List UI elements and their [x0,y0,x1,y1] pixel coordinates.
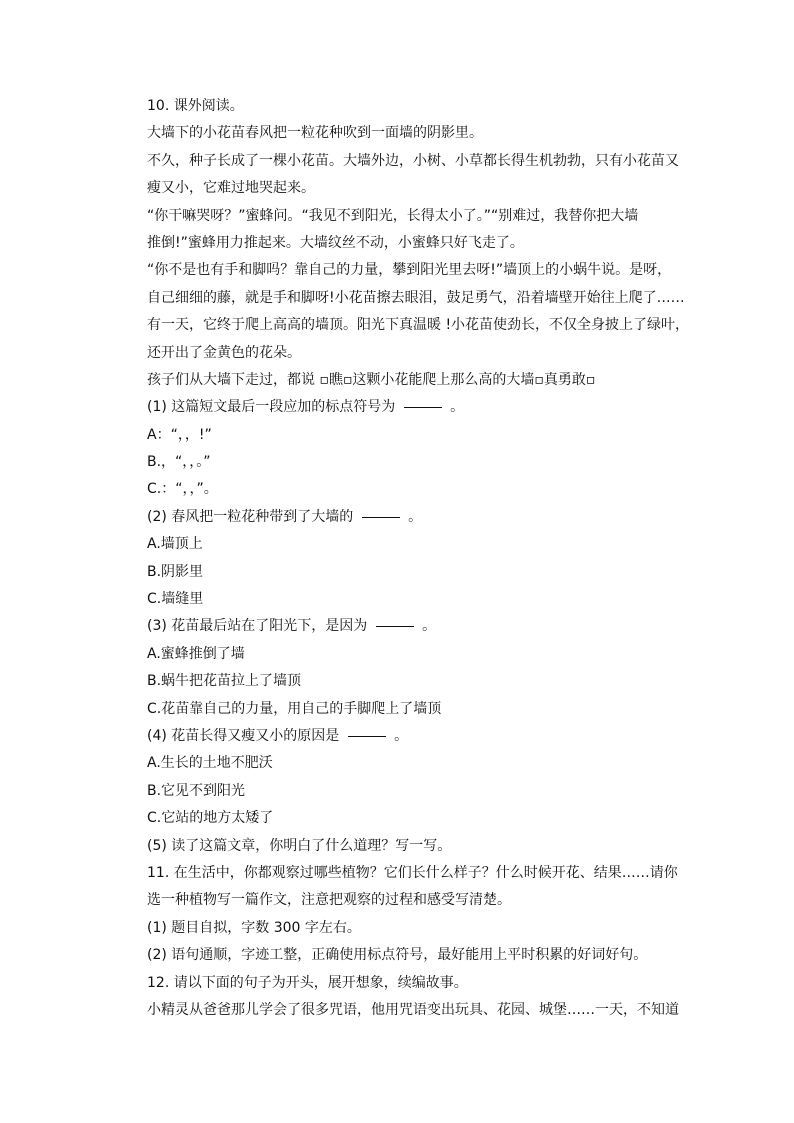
option-line: C.：“，，”。 [147,481,218,498]
story-paragraph: “你不是也有手和脚吗？靠自己的力量，攀到阳光里去呀!”墙顶上的小蜗牛说。是呀， [147,262,672,279]
q10-sub1-prompt: (1) 这篇短文最后一段应加的标点符号为 。 [147,399,465,416]
document-body [147,93,690,1024]
story-paragraph: 不久，种子长成了一棵小花苗。大墙外边，小树、小草都长得生机勃勃，只有小花苗又 [147,152,679,169]
answer-blank [362,516,400,518]
story-paragraph: 推倒!”蜜蜂用力推起来。大墙纹丝不动，小蜜蜂只好飞走了。 [147,234,524,251]
answer-blank [376,625,414,627]
story-paragraph: 瘦又小，它难过地哭起来。 [147,180,315,197]
q10-sub2-prompt: (2) 春风把一粒花种带到了大墙的 。 [147,508,423,525]
story-paragraph: 孩子们从大墙下走过，都说 ▫瞧▫这颗小花能爬上那么高的大墙▫真勇敢▫ [147,371,596,388]
option-line: C.花苗靠自己的力量，用自己的手脚爬上了墙顶 [147,700,442,717]
q12-opening-sentence: 小精灵从爸爸那儿学会了很多咒语，他用咒语变出玩具、花园、城堡……一天，不知道 [147,1001,679,1018]
q10-sub4-prompt: (4) 花苗长得又瘦又小的原因是 。 [147,727,409,744]
q10-sub3-prompt: (3) 花苗最后站在了阳光下，是因为 。 [147,618,437,635]
story-paragraph: 还开出了金黄色的花朵。 [147,344,301,361]
q10-sub5-prompt: (5) 读了这篇文章，你明白了什么道理？写一写。 [147,837,452,854]
story-paragraph: “你干嘛哭呀？”蜜蜂问。“我见不到阳光，长得太小了。”“别难过，我替你把大墙 [147,207,639,224]
q11-heading: 选一种植物写一篇作文，注意把观察的过程和感受写清楚。 [147,892,511,909]
q11-heading: 11. 在生活中，你都观察过哪些植物？它们长什么样子？什么时候开花、结果……请你 [147,864,678,881]
option-line: A.墙顶上 [147,536,203,553]
option-line: B.蜗牛把花苗拉上了墙顶 [147,673,302,690]
option-line: B.，“，，。” [147,454,211,471]
story-paragraph: 有一天，它终于爬上高高的墙顶。阳光下真温暖 !小花苗使劲长，不仅全身披上了绿叶， [147,317,690,334]
option-line: A.生长的土地不肥沃 [147,755,273,772]
option-line: C.墙缝里 [147,591,204,608]
answer-blank [348,735,386,737]
q10-heading: 10. 课外阅读。 [147,98,244,114]
q12-heading: 12. 请以下面的句子为开头，展开想象，续编故事。 [147,974,468,991]
story-paragraph: 自己细细的藤，就是手和脚呀!小花苗擦去眼泪，鼓足勇气，沿着墙壁开始往上爬了…… [147,289,685,306]
option-line: B.阴影里 [147,563,204,580]
option-line: A.蜜蜂推倒了墙 [147,645,245,662]
answer-blank [404,406,442,408]
option-line: A：“，，!” [147,426,212,443]
requirement-line: (2) 语句通顺，字迹工整，正确使用标点符号，最好能用上平时积累的好词好句。 [147,947,648,964]
requirement-line: (1) 题目自拟，字数 300 字左右。 [147,919,361,936]
option-line: B.它见不到阳光 [147,782,246,799]
option-line: C.它站的地方太矮了 [147,810,274,827]
story-title-line: 大墙下的小花苗春风把一粒花种吹到一面墙的阴影里。 [147,125,483,142]
